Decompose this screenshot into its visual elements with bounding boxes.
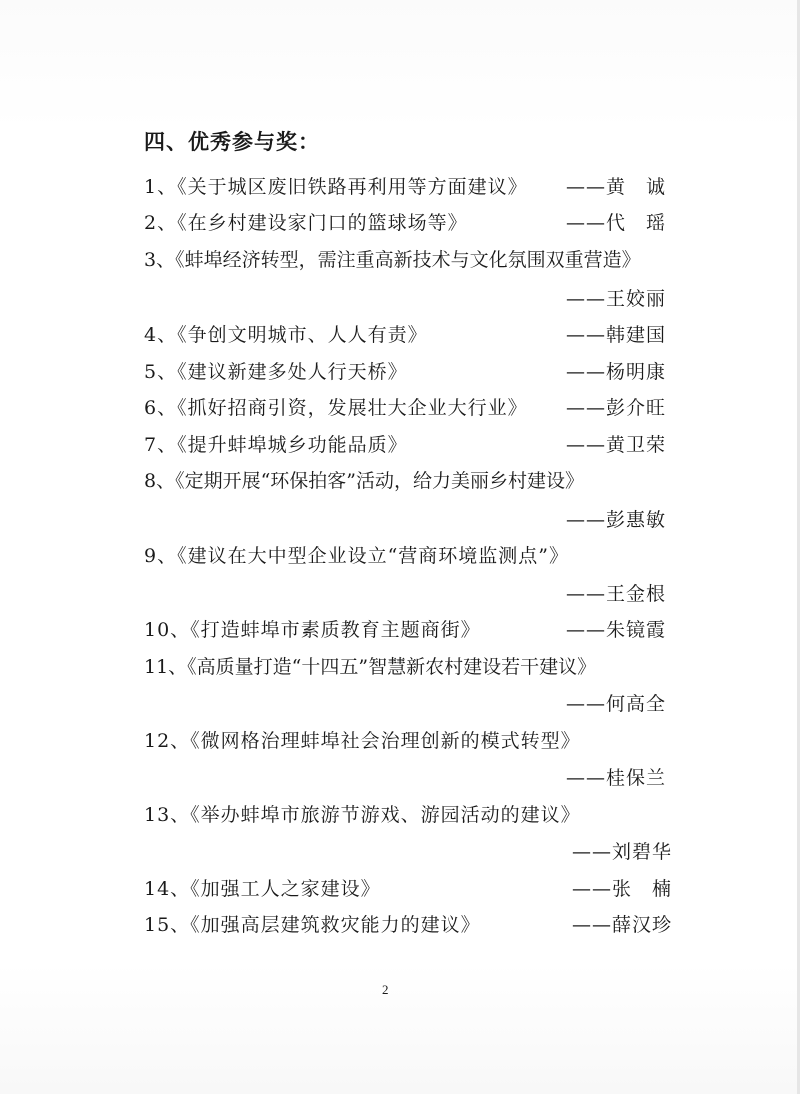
entry-title-11: 11、《高质量打造“十四五”智慧新农村建设若干建议》 [144,656,597,678]
entry-title-6: 6、《抓好招商引资，发展壮大企业大行业》 [144,397,528,419]
page-number: 2 [382,982,389,997]
entry-author-13: ——刘碧华 [572,841,673,863]
entry-title-3: 3、《蚌埠经济转型，需注重高新技术与文化氛围双重营造》 [144,249,641,271]
entry-title-2: 2、《在乡村建设家门口的篮球场等》 [144,212,468,234]
entry-title-10: 10、《打造蚌埠市素质教育主题商街》 [144,619,481,641]
entry-title-5: 5、《建议新建多处人行天桥》 [144,361,408,383]
entry-author-7: ——黄卫荣 [566,434,667,456]
entry-title-8: 8、《定期开展“环保拍客”活动，给力美丽乡村建设》 [144,470,585,492]
entry-author-9: ——王金根 [566,583,667,605]
entry-title-14: 14、《加强工人之家建设》 [144,878,381,900]
entry-author-15: ——薛汉珍 [572,914,673,936]
entry-title-1: 1、《关于城区废旧铁路再利用等方面建议》 [144,176,528,198]
entry-author-1: ——黄 诚 [566,176,667,198]
section-heading: 四、优秀参与奖： [144,129,320,154]
entry-author-2: ——代 瑶 [566,212,667,234]
entry-author-8: ——彭惠敏 [566,509,667,531]
entry-author-4: ——韩建国 [566,324,667,346]
entry-title-7: 7、《提升蚌埠城乡功能品质》 [144,434,408,456]
entry-title-12: 12、《微网格治理蚌埠社会治理创新的模式转型》 [144,730,581,752]
entry-author-3: ——王姣丽 [566,288,667,310]
entry-author-14: ——张 楠 [572,878,673,900]
entry-author-11: ——何高全 [566,693,667,715]
entry-title-4: 4、《争创文明城市、人人有责》 [144,324,428,346]
entry-author-5: ——杨明康 [566,361,667,383]
entry-title-15: 15、《加强高层建筑救灾能力的建议》 [144,914,481,936]
entry-author-12: ——桂保兰 [566,767,667,789]
entry-author-6: ——彭介旺 [566,397,667,419]
entry-title-9: 9、《建议在大中型企业设立“营商环境监测点”》 [144,545,570,567]
entry-author-10: ——朱镜霞 [566,619,667,641]
entry-title-13: 13、《举办蚌埠市旅游节游戏、游园活动的建议》 [144,804,581,826]
